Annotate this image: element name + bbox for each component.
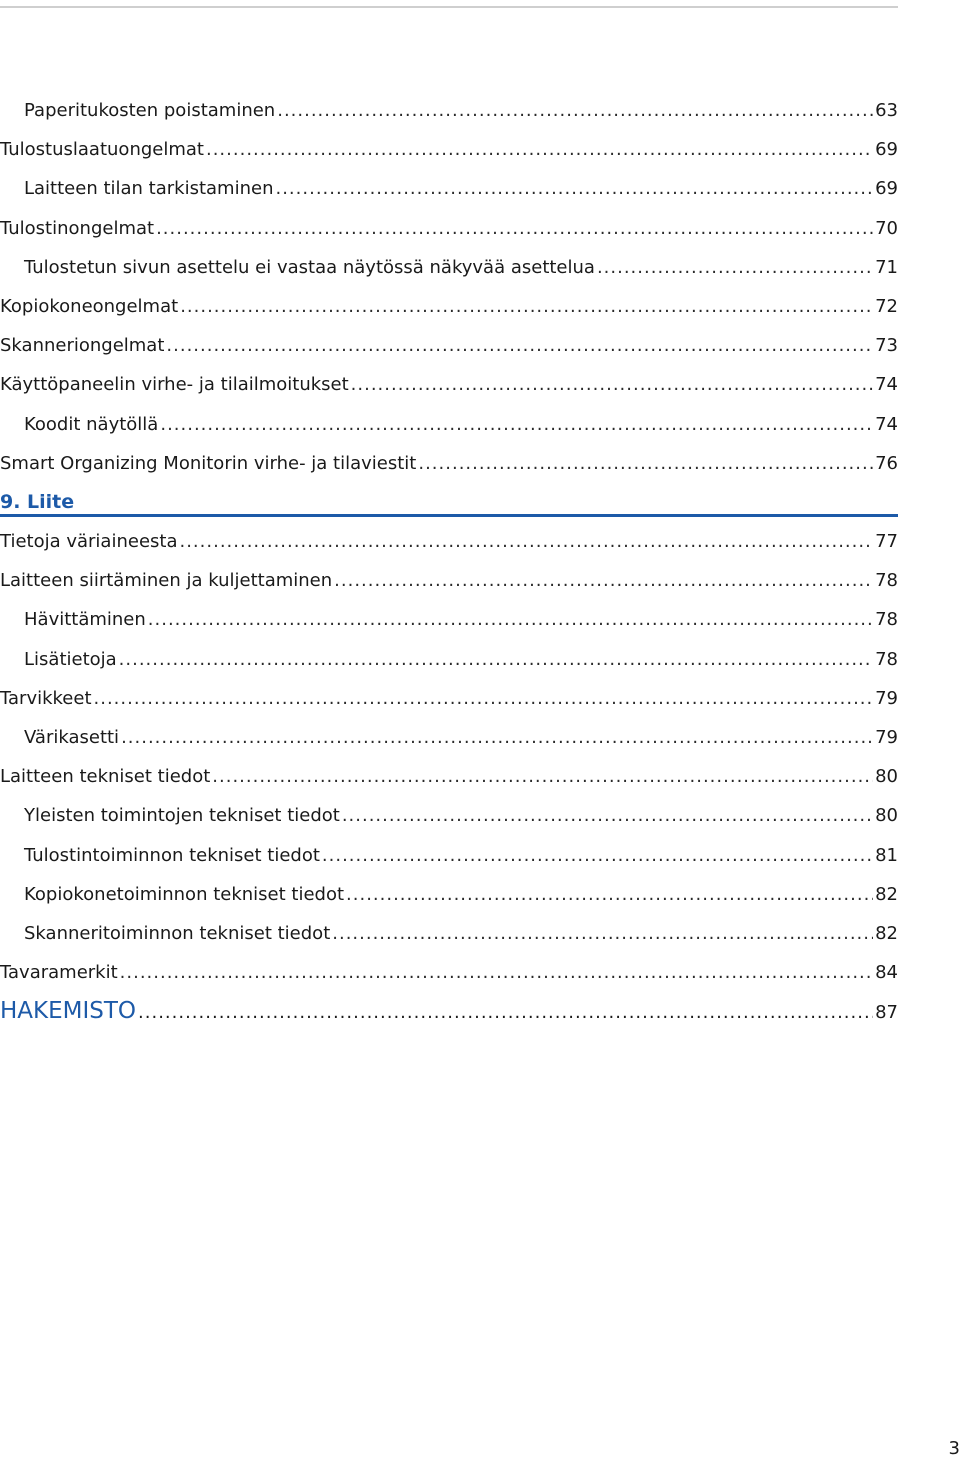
toc-entry-label: Laitteen tekniset tiedot bbox=[0, 766, 211, 788]
toc-entry-label: Tavaramerkit bbox=[0, 962, 118, 984]
toc-entries-before bbox=[0, 91, 898, 483]
toc-entry-leader bbox=[334, 561, 873, 600]
toc-entry-label: Hävittäminen bbox=[24, 609, 146, 631]
toc-entry-label: Värikasetti bbox=[24, 727, 120, 748]
toc-entry[interactable] bbox=[0, 248, 898, 287]
toc-entry-page: 72 bbox=[875, 295, 898, 317]
toc-entry-label: Tulostinongelmat bbox=[0, 217, 155, 239]
toc-entry-label: HAKEMISTO bbox=[0, 998, 137, 1025]
toc-entry-page: 70 bbox=[875, 217, 898, 239]
toc-entry-label: Laitteen siirtäminen ja kuljettaminen bbox=[0, 570, 333, 592]
toc-entry-label: Skanneritoiminnon tekniset tiedot bbox=[24, 922, 331, 944]
toc-entry-label: Lisätietoja bbox=[24, 648, 117, 670]
toc-entry-label: Paperitukosten poistaminen bbox=[24, 100, 276, 121]
toc-entry-index[interactable] bbox=[0, 992, 898, 1031]
toc-entry-leader bbox=[120, 953, 873, 992]
toc-entry[interactable] bbox=[0, 365, 898, 404]
toc-entry-leader bbox=[148, 600, 873, 639]
toc-entry-page: 74 bbox=[875, 413, 898, 435]
toc-entry-leader bbox=[121, 718, 873, 757]
toc-entry-label: Tulostintoiminnon tekniset tiedot bbox=[24, 844, 320, 866]
toc-entry-label: Kopiokoneongelmat bbox=[0, 295, 179, 317]
toc-entry[interactable] bbox=[0, 287, 898, 326]
toc-entry-page: 82 bbox=[875, 883, 898, 905]
toc-entry-leader bbox=[275, 169, 873, 208]
toc-entry[interactable] bbox=[0, 169, 898, 208]
toc-entry-page: 76 bbox=[875, 452, 898, 474]
toc-entry-leader bbox=[332, 914, 873, 953]
section-heading-rule bbox=[0, 514, 898, 517]
toc-entry-label: Käyttöpaneelin virhe- ja tilailmoitukset bbox=[0, 374, 349, 396]
toc-entry[interactable] bbox=[0, 757, 898, 796]
toc-entry-page: 80 bbox=[875, 805, 898, 827]
toc-entry[interactable] bbox=[0, 600, 898, 639]
toc-entry-label: Tulostetun sivun asettelu ei vastaa näytössä näkyvää asettelua bbox=[24, 256, 595, 278]
toc-entry-leader bbox=[156, 209, 873, 248]
top-rule bbox=[0, 6, 898, 8]
toc-entry-page: 84 bbox=[875, 962, 898, 984]
toc-entry[interactable] bbox=[0, 405, 898, 444]
toc-entry-page: 69 bbox=[875, 178, 898, 200]
toc-entry-page: 78 bbox=[875, 648, 898, 670]
toc-entry-leader bbox=[179, 522, 873, 561]
toc-entry-page: 87 bbox=[875, 1002, 898, 1024]
toc-entry-page: 81 bbox=[875, 844, 898, 866]
toc-entry-leader bbox=[351, 365, 873, 404]
table-of-contents bbox=[0, 91, 898, 1032]
section-heading-title: 9. Liite bbox=[0, 490, 75, 513]
toc-entry-label: Tulostuslaatuongelmat bbox=[0, 139, 204, 161]
toc-entry[interactable] bbox=[0, 875, 898, 914]
toc-entry[interactable] bbox=[0, 91, 898, 130]
toc-entry-label: Laitteen tilan tarkistaminen bbox=[24, 178, 274, 200]
toc-entries-after bbox=[0, 522, 898, 992]
toc-entry-page: 69 bbox=[875, 139, 898, 161]
toc-entry-leader bbox=[597, 248, 873, 287]
toc-entry-page: 82 bbox=[875, 922, 898, 944]
toc-entry-label: Tietoja väriaineesta bbox=[0, 531, 178, 553]
toc-entry[interactable] bbox=[0, 679, 898, 718]
toc-entry-label: Koodit näytöllä bbox=[24, 413, 159, 435]
toc-entry-label: Smart Organizing Monitorin virhe- ja tilaviestit bbox=[0, 452, 417, 474]
toc-entry[interactable] bbox=[0, 130, 898, 169]
toc-entry[interactable] bbox=[0, 209, 898, 248]
toc-entry-leader bbox=[212, 757, 873, 796]
toc-entry[interactable] bbox=[0, 522, 898, 561]
toc-entry[interactable] bbox=[0, 914, 898, 953]
toc-entry-leader bbox=[94, 679, 874, 718]
toc-entry-leader bbox=[206, 130, 873, 169]
toc-entry-leader bbox=[346, 875, 873, 914]
toc-entry[interactable] bbox=[0, 836, 898, 875]
toc-entry-leader bbox=[119, 640, 873, 679]
toc-entry-leader bbox=[277, 91, 873, 130]
toc-entry-leader bbox=[160, 405, 873, 444]
toc-entry[interactable] bbox=[0, 326, 898, 365]
toc-entry-label: Kopiokonetoiminnon tekniset tiedot bbox=[24, 883, 345, 905]
toc-entry-leader bbox=[166, 326, 873, 365]
toc-entry-page: 74 bbox=[875, 374, 898, 396]
toc-entry-leader bbox=[138, 993, 873, 1032]
toc-entry-label: Skanneriongelmat bbox=[0, 335, 165, 357]
section-heading[interactable] bbox=[0, 483, 898, 522]
toc-entry-page: 79 bbox=[875, 687, 898, 709]
toc-entry-leader bbox=[342, 796, 873, 835]
toc-entry-page: 73 bbox=[875, 335, 898, 357]
page-number: 3 bbox=[948, 1438, 960, 1459]
toc-entry[interactable] bbox=[0, 640, 898, 679]
toc-entry-label: Tarvikkeet bbox=[0, 687, 92, 709]
toc-entry-label: Yleisten toimintojen tekniset tiedot bbox=[24, 805, 340, 827]
toc-entry-page: 71 bbox=[875, 256, 898, 278]
toc-entry-page: 80 bbox=[875, 766, 898, 788]
toc-entry-leader bbox=[418, 444, 873, 483]
toc-entry[interactable] bbox=[0, 718, 898, 757]
toc-entry-leader bbox=[322, 836, 873, 875]
toc-entry-page: 79 bbox=[875, 727, 898, 748]
toc-entry-page: 63 bbox=[875, 100, 898, 121]
toc-entry-leader bbox=[180, 287, 873, 326]
toc-entry-page: 78 bbox=[875, 570, 898, 592]
toc-entry[interactable] bbox=[0, 444, 898, 483]
toc-entry-page: 78 bbox=[875, 609, 898, 631]
toc-entry[interactable] bbox=[0, 953, 898, 992]
toc-entry[interactable] bbox=[0, 796, 898, 835]
toc-entry-page: 77 bbox=[875, 531, 898, 553]
toc-entry[interactable] bbox=[0, 561, 898, 600]
